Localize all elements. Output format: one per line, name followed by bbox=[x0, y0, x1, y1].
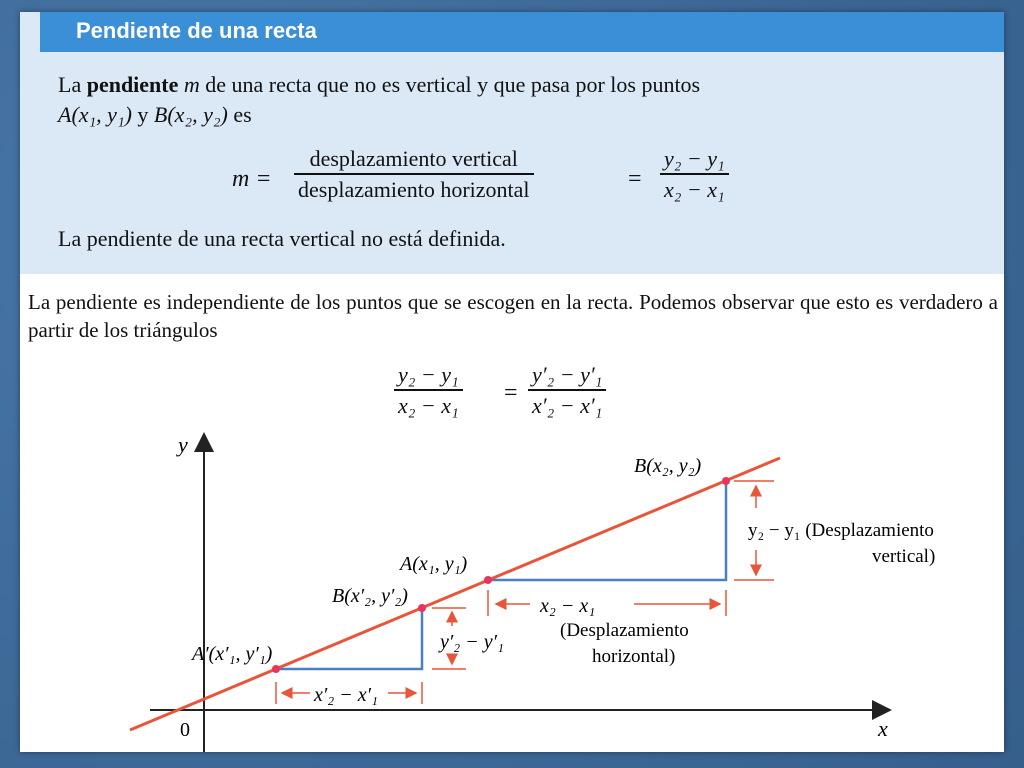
label-point-a-prime: A′(x′₁, y′₁) bbox=[192, 643, 273, 665]
label-point-b: B(x₂, y₂) bbox=[634, 455, 702, 477]
label-point-a: A(x₁, y₁) bbox=[400, 553, 468, 575]
large-run-note-2: horizontal) bbox=[592, 646, 676, 667]
ratio-right: $\frac{\text{y′₂ − y′₁}}{\text{x′₂ − x′₁}}$ bbox=[528, 362, 606, 419]
slope-line bbox=[130, 458, 780, 730]
vertical-note: La pendiente de una recta vertical no está definida. bbox=[58, 226, 506, 251]
definition-line-1: La pendiente m de una recta que no es vertical y que pasa por los puntos bbox=[58, 72, 701, 97]
large-run-note-1: (Desplazamiento bbox=[560, 620, 689, 641]
origin-label: 0 bbox=[180, 719, 190, 741]
point-b-prime bbox=[418, 604, 426, 612]
label-point-b-prime: B(x′₂, y′₂) bbox=[332, 585, 408, 607]
formula-lhs: m = bbox=[232, 166, 272, 192]
large-rise-label-2: vertical) bbox=[872, 546, 936, 567]
explanation-text: La pendiente es independiente de los puntos que se escogen en la recta. Podemos observar que esto es verdadero a partir de los triángulos bbox=[28, 290, 998, 342]
formula-equals: = bbox=[628, 166, 642, 192]
formula-fraction-words: desplazamiento vertical desplazamiento horizontal bbox=[294, 146, 534, 203]
large-run-label: x₂ − x₁ bbox=[540, 595, 596, 617]
point-a bbox=[484, 576, 492, 584]
point-a-prime bbox=[272, 665, 280, 673]
point-b bbox=[722, 477, 730, 485]
x-axis-label: x bbox=[878, 716, 888, 741]
y-axis-label: y bbox=[178, 432, 188, 457]
small-rise-label: y′₂ − y′₁ bbox=[440, 631, 504, 653]
ratio-equals: = bbox=[504, 380, 518, 406]
term-pendiente: pendiente bbox=[86, 72, 179, 97]
ratio-left: $\frac{\text{y₂ − y₁}}{\text{x₂ − x₁}}$ bbox=[394, 362, 463, 419]
small-run-label: x′₂ − x′₁ bbox=[314, 684, 378, 706]
page-title: Pendiente de una recta bbox=[76, 18, 317, 43]
header-bar bbox=[40, 12, 1004, 52]
slope-figure bbox=[20, 422, 1004, 752]
slide bbox=[20, 12, 1004, 752]
formula-fraction-symbols: $\frac{\text{y₂ − y₁}}{\text{x₂ − x₁}}$ bbox=[660, 146, 729, 203]
definition-line-2: A(x₁, y₁) y B(x₂, y₂) es bbox=[58, 102, 252, 127]
large-rise-label: y₂ − y₁ (Desplazamiento bbox=[748, 520, 934, 541]
